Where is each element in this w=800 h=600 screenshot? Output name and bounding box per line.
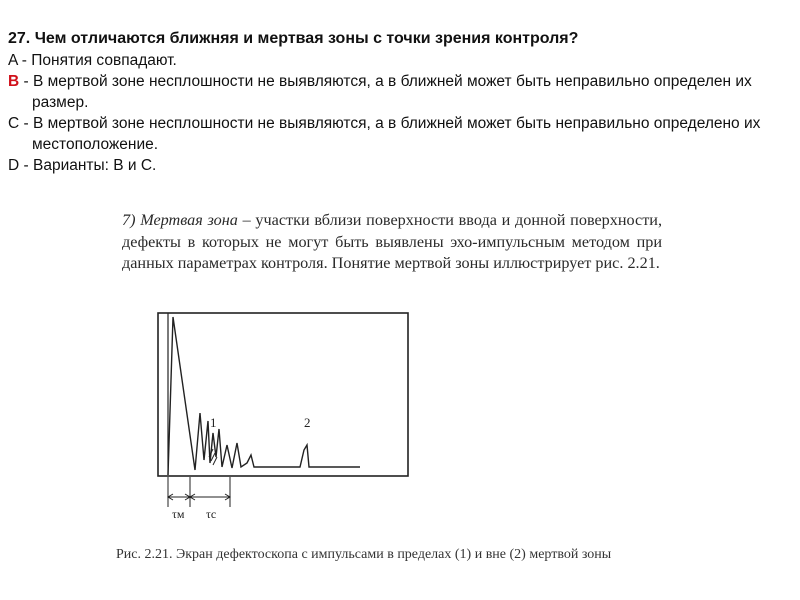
tau-c-label: τс: [206, 507, 217, 521]
option-d-letter: D: [8, 157, 20, 174]
option-c: [8, 113, 788, 155]
tau-m-label: τм: [172, 507, 185, 521]
option-d: [8, 155, 788, 176]
pulse-label-1: 1: [210, 415, 217, 430]
option-b-text: В мертвой зоне несплошности не выявляются, а в ближней может быть неправильно определен их размер.: [32, 73, 752, 111]
pulse-trace: [168, 317, 360, 475]
quiz-block: [8, 28, 788, 176]
zone-dimension-lines: [168, 477, 230, 507]
option-b-separator: -: [19, 73, 33, 90]
flaw-detector-screen-diagram: [100, 205, 680, 545]
option-d-text: Варианты: B и C.: [32, 157, 157, 174]
option-b: [8, 71, 788, 113]
option-b-letter: B: [8, 73, 20, 90]
figure-caption: Рис. 2.21. Экран дефектоскопа с импульсами в пределах (1) и вне (2) мертвой зоны: [116, 547, 612, 562]
excerpt-definition: – участки вблизи поверхности ввода и донной поверхности, дефекты в которых не могут быть выявлены эхо-импульсным методом при данных параметрах контроля. Понятие мертвой зоны иллюстрирует рис. 2.21.: [122, 211, 662, 272]
option-d-separator: -: [19, 157, 33, 174]
textbook-excerpt: [100, 205, 680, 590]
option-c-text: В мертвой зоне несплошности не выявляются, а в ближней может быть неправильно определено их местоположение.: [32, 115, 761, 153]
pulse-label-2: 2: [304, 415, 311, 430]
option-a: [8, 50, 788, 71]
option-a-text: Понятия совпадают.: [31, 52, 177, 69]
screen-frame: [158, 313, 408, 476]
option-c-letter: C: [8, 115, 20, 132]
excerpt-term: 7) Мертвая зона: [122, 211, 238, 229]
option-a-letter: A: [8, 52, 18, 69]
question-title: 27. Чем отличаются ближняя и мертвая зоны с точки зрения контроля?: [8, 30, 579, 47]
option-a-separator: -: [17, 52, 32, 69]
option-c-separator: -: [19, 115, 33, 132]
